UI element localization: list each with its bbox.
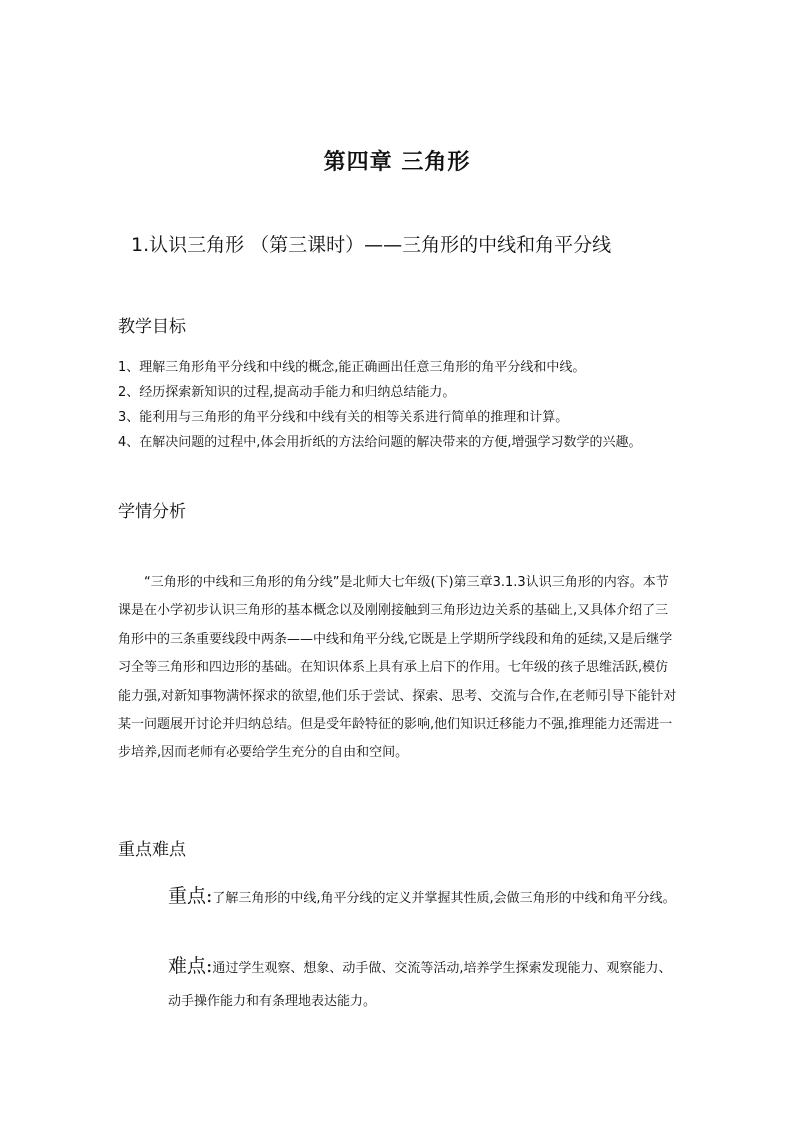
- objective-item: 1、理解三角形角平分线和中线的概念,能正确画出任意三角形的角平分线和中线。: [118, 360, 586, 375]
- focus-text: 了解三角形的中线,角平分线的定义并掌握其性质,会做三角形的中线和角平分线。: [212, 891, 676, 906]
- difficulty-label: 难点:: [168, 955, 213, 977]
- objective-item: 4、在解决问题的过程中,体会用折纸的方法给问题的解决带来的方便,增强学习数学的兴趣。: [118, 435, 642, 450]
- objective-item: 2、经历探索新知识的过程,提高动手能力和归纳总结能力。: [118, 385, 456, 400]
- section-heading-key-points: 重点难点: [118, 840, 186, 860]
- difficulty-point: [168, 950, 680, 1018]
- analysis-paragraph: “三角形的中线和三角形的角分线”是北师大七年级(下)第三章3.1.3认识三角形的内容。本节课是在小学初步认识三角形的基本概念以及刚刚接触到三角形边边关系的基础上,又具体介绍了三角形中的三条重要线段中两条——中线和角平分线,它既是上学期所学线段和角的延续,又是后继学习全等三角形和四边形的基础。在知识体系上具有承上启下的作用。七年级的孩子思维活跃,模仿能力强,对新知事物满怀探求的欲望,他们乐于尝试、探索、思考、交流与合作,在老师引导下能针对某一问题展开讨论并归纳总结。但是受年龄特征的影响,他们知识迁移能力不强,推理能力还需进一步培养,因而老师有必要给学生充分的自由和空间。: [118, 575, 677, 761]
- objective-item: 3、能利用与三角形的角平分线和中线有关的相等关系进行简单的推理和计算。: [118, 410, 569, 425]
- focus-label: 重点:: [168, 885, 213, 907]
- lesson-title-main: 1.认识三角形 （第三课时）——: [131, 234, 403, 256]
- section-heading-objectives: 教学目标: [118, 317, 186, 337]
- difficulty-text: 通过学生观察、想象、动手做、交流等活动,培养学生探索发现能力、观察能力、动手操作能力和有条理地表达能力。: [168, 961, 672, 1009]
- lesson-title-sub: 三角形的中线和角平分线: [402, 234, 612, 256]
- lesson-title: [131, 230, 611, 257]
- section-heading-analysis: 学情分析: [118, 502, 186, 522]
- focus-point: [168, 880, 680, 915]
- chapter-title: 第四章 三角形: [323, 150, 471, 175]
